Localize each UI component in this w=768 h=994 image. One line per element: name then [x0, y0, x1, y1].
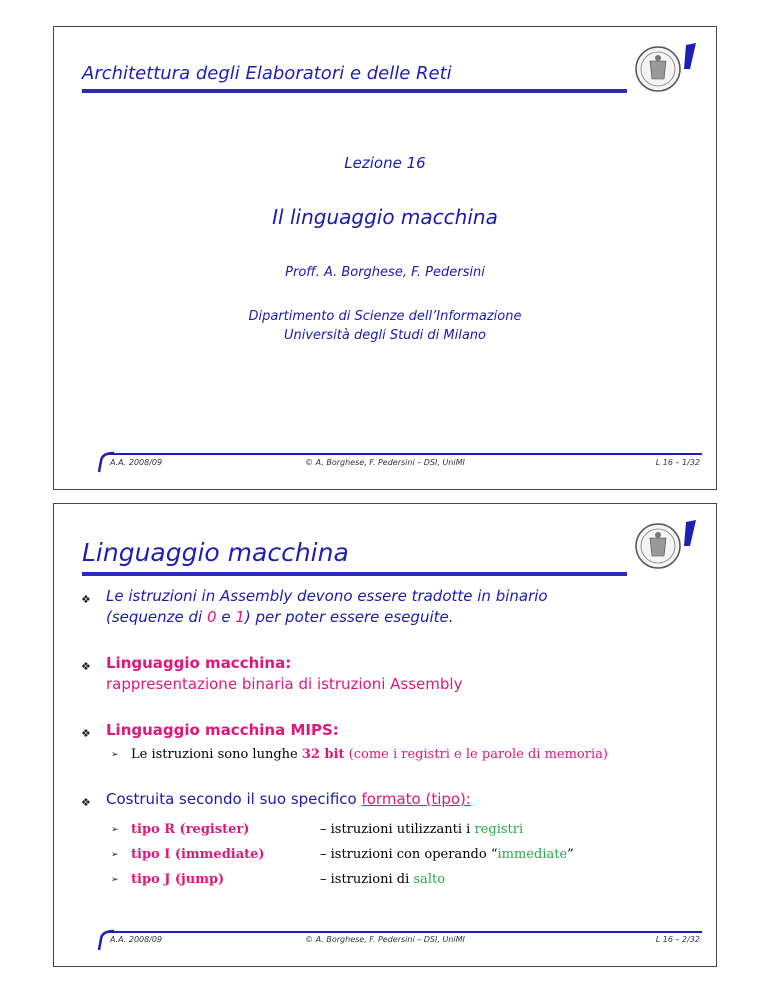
presentation-title: Il linguaggio macchina — [272, 205, 498, 229]
diamond-bullet-icon: ❖ — [81, 593, 91, 606]
lesson-number: Lezione 16 — [344, 154, 426, 172]
department-line-2: Università degli Studi di Milano — [283, 328, 487, 343]
type-i-desc: – istruzioni con operando “immediate” — [320, 847, 574, 862]
sub-bullet-32bit: Le istruzioni sono lunghe 32 bit (come i registri e le parole di memoria) — [131, 747, 608, 762]
footer-copyright: © A. Borghese, F. Pedersini – DSI, UniMI — [305, 458, 465, 467]
footer-rule — [106, 453, 702, 455]
slide-title: Linguaggio macchina — [82, 538, 349, 567]
diamond-bullet-icon: ❖ — [81, 727, 91, 740]
type-r-desc: – istruzioni utilizzanti i registri — [320, 822, 524, 837]
arrow-bullet-icon: ➢ — [111, 825, 119, 835]
footer-year: A.A. 2008/09 — [110, 935, 163, 944]
header-rule — [82, 89, 627, 93]
type-i-name: tipo I (immediate) — [131, 847, 265, 862]
bullet-binary-translation: Le istruzioni in Assembly devono essere tradotte in binario (sequenze di 0 e 1) per poter essere eseguite. — [106, 587, 548, 626]
diamond-bullet-icon: ❖ — [81, 660, 91, 673]
header-rule — [82, 572, 627, 576]
bullet-machine-language: Linguaggio macchina: rappresentazione binaria di istruzioni Assembly — [106, 654, 463, 693]
binary-zero: 0 — [207, 608, 217, 626]
type-j-desc: – istruzioni di salto — [320, 872, 446, 887]
bullet-mips-machine-language: Linguaggio macchina MIPS: — [106, 721, 339, 739]
slide-1 — [53, 26, 717, 490]
footer-copyright: © A. Borghese, F. Pedersini – DSI, UniMI — [305, 935, 465, 944]
format-link: formato (tipo): — [361, 790, 471, 808]
footer-rule — [106, 931, 702, 933]
diamond-bullet-icon: ❖ — [81, 796, 91, 809]
arrow-bullet-icon: ➢ — [111, 875, 119, 885]
footer-year: A.A. 2008/09 — [110, 458, 163, 467]
university-seal-logo — [620, 516, 702, 576]
type-j-name: tipo J (jump) — [131, 872, 225, 887]
type-r-name: tipo R (register) — [131, 822, 250, 837]
footer-page: L 16 – 1/32 — [655, 458, 700, 467]
arrow-bullet-icon: ➢ — [111, 850, 119, 860]
university-seal-logo — [620, 39, 702, 99]
binary-one: 1 — [235, 608, 245, 626]
department — [54, 307, 716, 345]
course-title: Architettura degli Elaboratori e delle Reti — [82, 63, 452, 84]
arrow-bullet-icon: ➢ — [111, 750, 119, 760]
authors: Proff. A. Borghese, F. Pedersini — [285, 265, 485, 280]
bullet-format: Costruita secondo il suo specifico formato (tipo): — [106, 790, 471, 808]
department-line-1: Dipartimento di Scienze dell’Informazione — [248, 309, 522, 324]
footer-page: L 16 – 2/32 — [655, 935, 700, 944]
slide-2 — [53, 503, 717, 967]
